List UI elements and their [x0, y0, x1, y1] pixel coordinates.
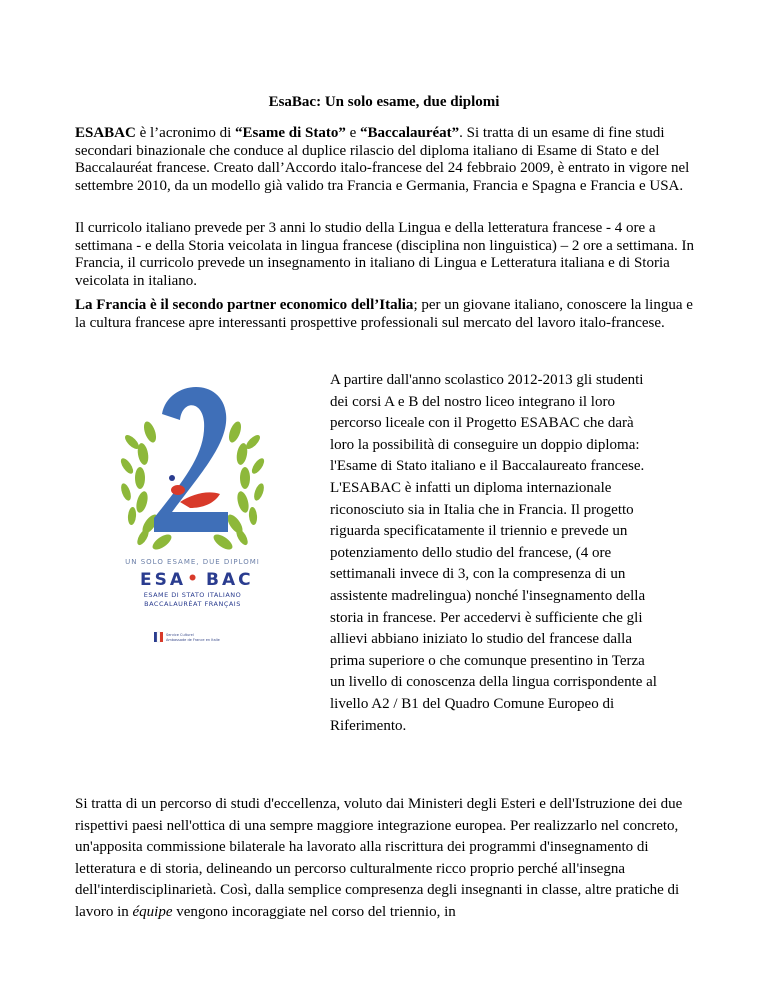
excellence-text-1: Si tratta di un percorso di studi d'eccellenza, voluto dai Ministeri degli Esteri e dell'Istruzione dei due rispettivi paesi nell'ottica di una sempre maggiore integrazione europea. Per realizzarlo nel concreto, un'apposita commissione bilaterale ha lavorato alla riscrittura dei programmi d'insegnamento di letteratura e di storia, delineando un percorso culturalmente ricco proprio perché all'insegna dell'interdisciplinarietà. Così, dalla semplice compresenza degli insegnanti in classe, altre pratiche di lavoro in	[75, 796, 683, 920]
logo-dot: •	[187, 569, 201, 589]
paragraph-excellence	[75, 794, 697, 924]
equipe-italic: équipe	[132, 903, 173, 920]
intro-text-1: è l’acronimo di	[135, 125, 235, 141]
paragraph-partner	[75, 297, 697, 332]
logo-line2: BACCALAURÉAT FRANÇAIS	[144, 600, 241, 608]
esabac-logo-graphic	[110, 362, 275, 662]
esabac-logo	[110, 362, 275, 662]
paragraph-project: A partire dall'anno scolastico 2012-2013 gli studenti dei corsi A e B del nostro liceo integrano il loro percorso liceale con il Progetto ESABAC che darà loro la possibilità di conseguire un doppio diploma: l'Esame di Stato italiano e il Baccalaureato francese. L'ESABAC è infatti un diploma internazionale riconosciuto sia in Italia che in Francia. Il progetto riguarda specificatamente il triennio e prevede un potenziamento dello studio del francese, (4 ore settimanali invece di 3, con la compresenza di un assistente madrelingua) nonché l'insegnamento della storia in francese. Per accedervi è sufficiente che gli allievi abbiano iniziato lo studio del francese dalla prima superiore o che comunque presentino in Terza un livello di conoscenza della lingua corrispondente al livello A2 / B1 del Quadro Comune Europeo di Riferimento.	[330, 372, 657, 734]
digit-two-shape	[154, 387, 228, 532]
document-title: EsaBac: Un solo esame, due diplomi	[268, 94, 500, 110]
logo-esa: ESA	[140, 570, 187, 590]
logo-small-2: Ambassade de France en Italie	[166, 638, 220, 642]
partner-text: ; per un giovane italiano, conoscere la lingua e la cultura francese apre interessanti prospettive professionali sul mercato del lavoro italo-francese.	[75, 297, 693, 331]
intro-text-2: e	[345, 125, 361, 141]
logo-small-1: Service Culturel	[166, 633, 194, 637]
partner-bold-text: La Francia è il secondo partner economico dell’Italia	[75, 297, 414, 313]
excellence-text-2: vengono incoraggiate nel corso del triennio, in	[172, 903, 456, 920]
logo-tagline: UN SOLO ESAME, DUE DIPLOMI	[125, 558, 260, 566]
logo-bac: BAC	[206, 570, 254, 590]
logo-line1: ESAME DI STATO ITALIANO	[143, 591, 242, 599]
paragraph-curriculum: Il curricolo italiano prevede per 3 anni lo studio della Lingua e della letteratura francese - 4 ore a settimana - e della Storia veicolata in lingua francese (disciplina non linguistica) – 2 ore a settimana. In Francia, il curricolo prevede un insegnamento in italiano di Lingua e Letteratura italiana e di Storia veicolata in italiano.	[75, 220, 694, 289]
term-baccalaureat: “Baccalauréat”	[360, 125, 460, 141]
acronym-text: ESABAC	[75, 125, 136, 141]
intro-text-3: . Si tratta di un esame di fine studi secondari binazionale che conduce al duplice rilascio del diploma italiano di Esame di Stato e del Baccalauréat francese. Creato dall’Accordo italo-francese del 24 febbraio 2009, è entrato in vigore nel settembre 2010, da un modello già valido tra Francia e Germania, Francia e Spagna e Francia e USA.	[75, 125, 690, 194]
term-esame-di-stato: “Esame di Stato”	[235, 125, 346, 141]
paragraph-intro	[75, 125, 697, 195]
